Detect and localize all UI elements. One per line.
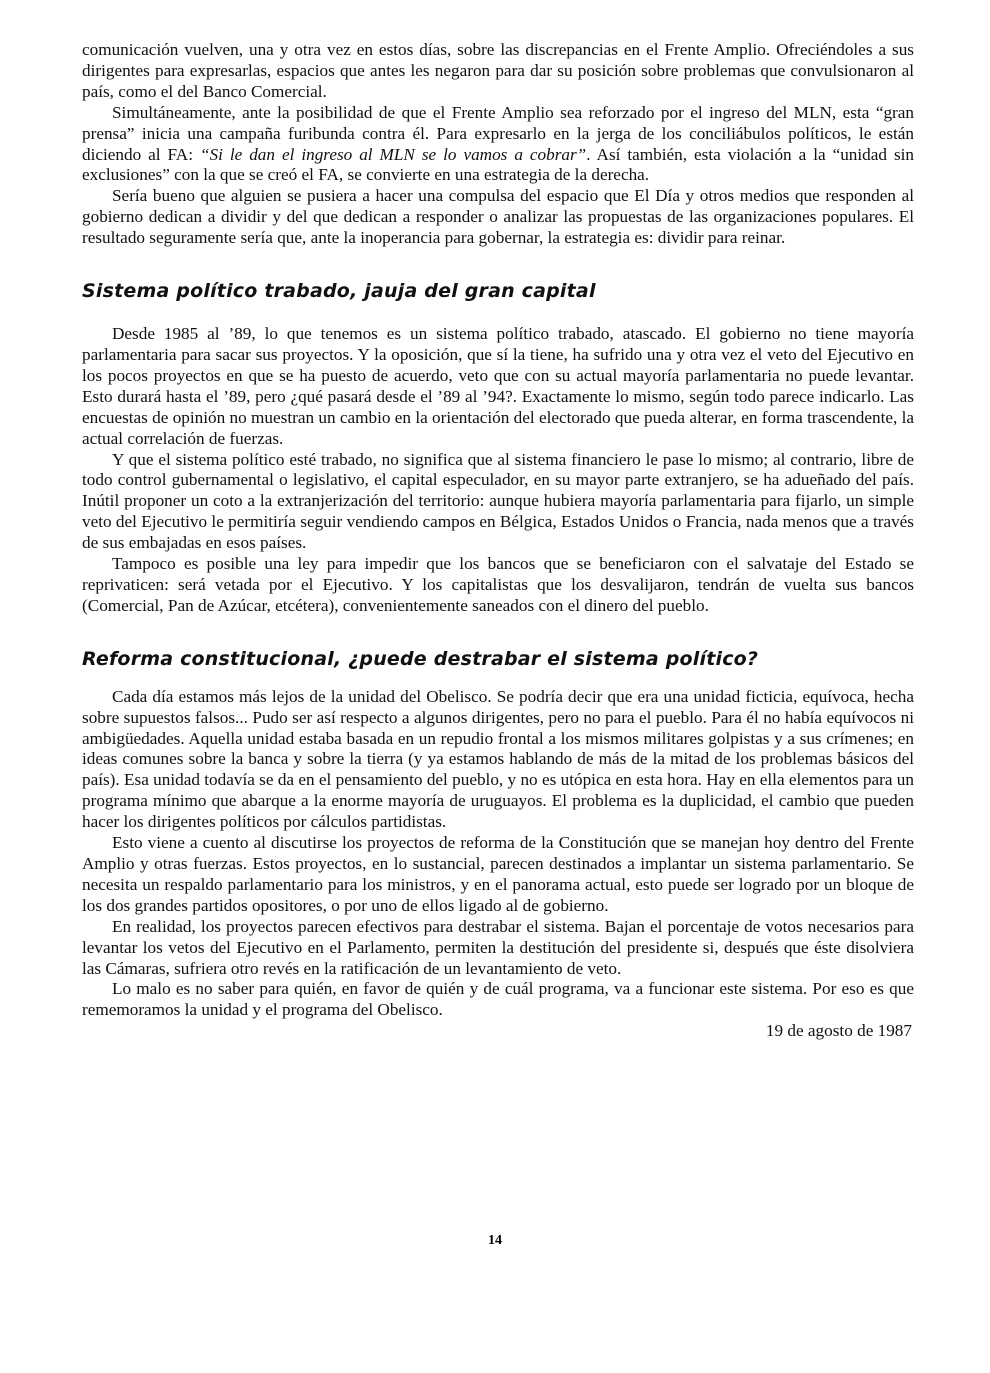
section1-paragraph-2: Y que el sistema político esté trabado, no significa que al sistema financiero le pase lo mismo; al contrario, libre de todo control gubernamental o legislativo, el capital especulador, en su mayor parte extranjero, se ha adueñado del país. Inútil proponer un coto a la extranjerización del territorio: aunque hubiera mayoría parlamentaria para fijarlo, un simple veto del Ejecutivo le permitiría seguir vendiendo campos en Bélgica, Estados Unidos o Francia, nada menos que a través de sus embajadas en esos países.: [82, 449, 914, 553]
section1-paragraph-3: Tampoco es posible una ley para impedir que los bancos que se beneficiaron con el salvataje del Estado se reprivaticen: será vetada por el Ejecutivo. Y los capitalistas que los desvalijaron, tendrán de vuelta sus bancos (Comercial, Pan de Azúcar, etcétera), convenientemente saneados con el dinero del pueblo.: [82, 554, 914, 615]
section2-paragraph-1: Cada día estamos más lejos de la unidad del Obelisco. Se podría decir que era una unidad ficticia, equívoca, hecha sobre supuestos falsos... Pudo ser así respecto a algunos dirigentes, pero no para el pueblo. Para él no había equívocos ni ambigüedades. Aquella unidad estaba basada en un repudio frontal a los mismos militares golpistas y a sus crímenes; en ideas comunes sobre la banca y sobre la tierra (y ya estamos hablando de más de la mitad de los problemas básicos del país). Esa unidad todavía se da en el pensamiento del pueblo, y no es utópica en esta hora. Hay en ella elementos para un programa mínimo que abarque a la enorme mayoría de uruguayos. El problema es la duplicidad, el cambio que pueden hacer los dirigentes políticos por cálculos partidistas.: [82, 686, 914, 832]
section1-paragraph-1: Desde 1985 al ’89, lo que tenemos es un sistema político trabado, atascado. El gobierno no tiene mayoría parlamentaria para sacar sus proyectos. Y la oposición, que sí la tiene, ha sufrido una y otra vez el veto del Ejecutivo en los pocos proyectos en que se ha puesto de acuerdo, veto que con su actual mayoría parlamentaria no puede levantar. Esto durará hasta el ’89, pero ¿qué pasará desde el ’89 al ’94?. Exactamente lo mismo, según todo parece indicarlo. Las encuestas de opinión no muestran un cambio en la orientación del electorado que pueda alterar, en forma trascendente, la actual correlación de fuerzas.: [82, 324, 914, 448]
intro-paragraph-3: Sería bueno que alguien se pusiera a hacer una compulsa del espacio que El Día y otros medios que responden al gobierno dedican a dividir y del que dedican a responder o analizar las propuestas de las organizaciones populares. El resultado seguramente sería que, ante la inoperancia para gobernar, la estrategia es: dividir para reinar.: [82, 186, 914, 248]
section-heading-1: Sistema político trabado, jauja del gran capital: [82, 280, 596, 303]
section2-paragraph-3: En realidad, los proyectos parecen efectivos para destrabar el sistema. Bajan el porcentaje de votos necesarios para levantar los vetos del Ejecutivo en el Parlamento, permiten la destitución del presidente si, después que éste disolviera las Cámaras, sufriera otro revés en la ratificación de un levantamiento de veto.: [82, 916, 914, 978]
section2-paragraph-2: Esto viene a cuento al discutirse los proyectos de reforma de la Constitución que se manejan hoy dentro del Frente Amplio y otras fuerzas. Estos proyectos, en lo sustancial, parecen destinados a implantar un sistema parlamentario. Se necesita un respaldo parlamentario para los ministros, y en el panorama actual, esto puede ser logrado por un bloque de los dos grandes partidos opositores, o por uno de ellos ligado al de gobierno.: [82, 833, 914, 915]
section-heading-2: Reforma constitucional, ¿puede destrabar el sistema político?: [82, 647, 759, 670]
date-line: 19 de agosto de 1987: [765, 1021, 912, 1041]
section-2-body: [82, 687, 914, 1042]
section2-paragraph-4: Lo malo es no saber para quién, en favor de quién y de cuál programa, va a funcionar este sistema. Por eso es que rememoramos la unidad y el programa del Obelisco.: [82, 979, 914, 1020]
quote: “Si le dan el ingreso al MLN se lo vamos a cobrar”: [199, 144, 587, 164]
intro-paragraph-2: Simultáneamente, ante la posibilidad de que el Frente Amplio sea reforzado por el ingreso del MLN, esta “gran prensa” inicia una campaña furibunda contra él. Para expresarlo en la jerga de los conciliábulos políticos, le están diciendo al FA: “Si le dan el ingreso al MLN se lo vamos a cobrar”. Así también, esta violación a la “unidad sin exclusiones” con la que se creó el FA, se convierte en una estrategia de la derecha.: [82, 102, 914, 185]
intro-paragraph-1: comunicación vuelven, una y otra vez en estos días, sobre las discrepancias en el Frente Amplio. Ofreciéndoles a sus dirigentes para expresarlas, espacios que antes les negaron para dar su posición sobre problemas que convulsionaron al país, como el del Banco Comercial.: [82, 40, 914, 101]
section-1-body: [82, 324, 914, 617]
document-page: [82, 40, 914, 1042]
intro-section: [82, 40, 914, 249]
page-number: 14: [488, 1233, 502, 1248]
